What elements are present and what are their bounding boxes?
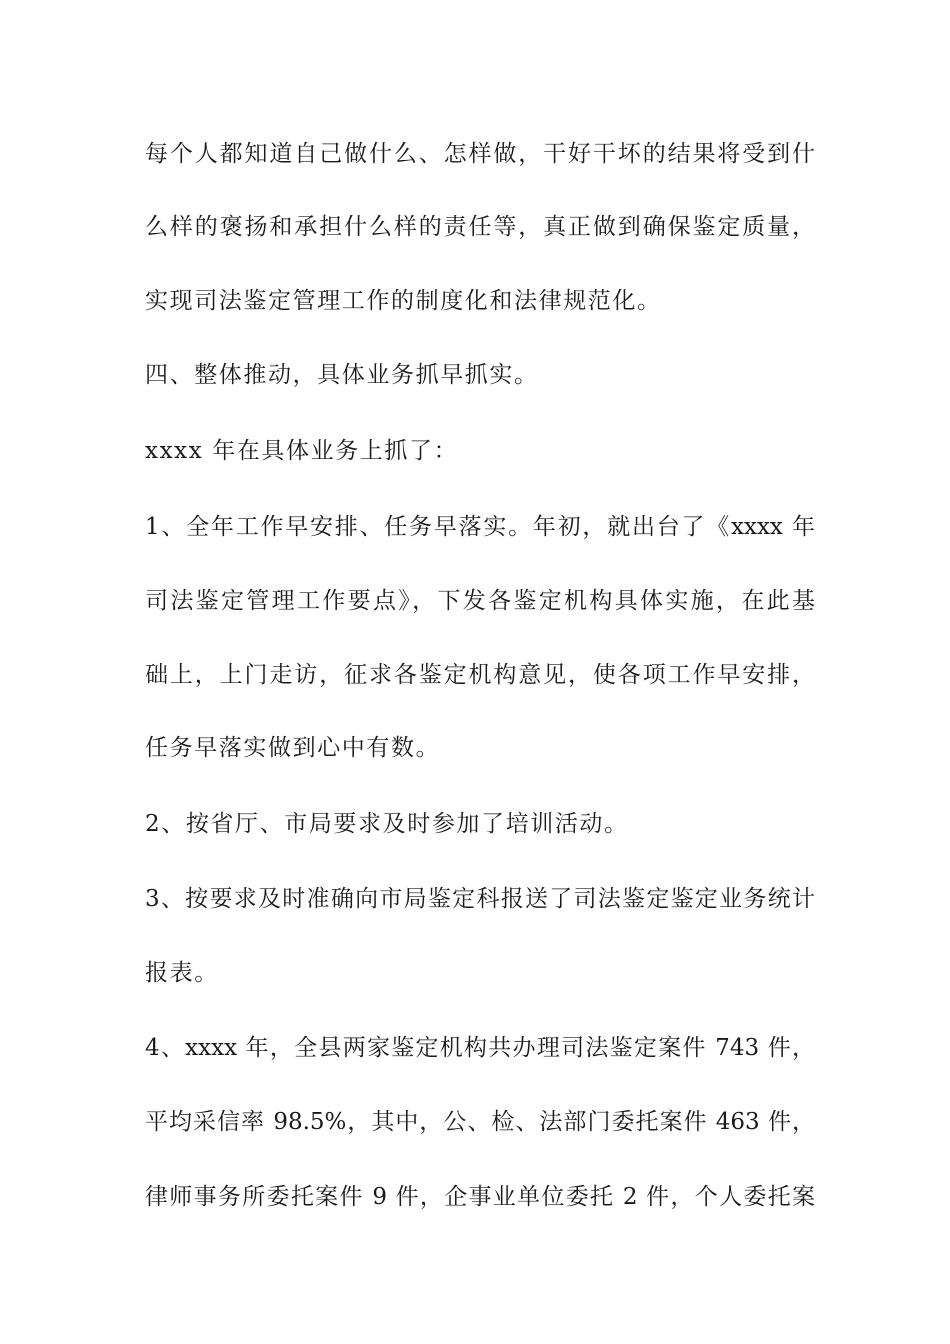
text-line: 每个人都知道自己做什么、怎样做，干好干坏的结果将受到什 bbox=[145, 141, 815, 167]
text-line: 司法鉴定管理工作要点》，下发各鉴定机构具体实施，在此基 bbox=[145, 588, 815, 614]
section-heading: 四、整体推动，具体业务抓早抓实。 bbox=[145, 362, 539, 388]
text-line: 实现司法鉴定管理工作的制度化和法律规范化。 bbox=[145, 288, 662, 314]
list-item-4: 4、xxxx 年，全县两家鉴定机构共办理司法鉴定案件 743 件， bbox=[145, 1035, 815, 1061]
text-line: 律师事务所委托案件 9 件，企事业单位委托 2 件，个人委托案 bbox=[145, 1184, 815, 1210]
list-item-2: 2、按省厅、市局要求及时参加了培训活动。 bbox=[145, 811, 629, 837]
text-line: xxxx 年在具体业务上抓了： bbox=[145, 438, 459, 464]
text-line: 报表。 bbox=[145, 960, 219, 986]
list-item-3: 3、按要求及时准确向市局鉴定科报送了司法鉴定鉴定业务统计 bbox=[145, 886, 815, 912]
list-item-1: 1、全年工作早安排、任务早落实。年初，就出台了《xxxx 年 bbox=[145, 514, 815, 540]
text-line: 任务早落实做到心中有数。 bbox=[145, 735, 441, 761]
text-line: 础上，上门走访，征求各鉴定机构意见，使各项工作早安排， bbox=[145, 662, 815, 688]
text-line: 平均采信率 98.5%，其中，公、检、法部门委托案件 463 件， bbox=[145, 1109, 815, 1135]
text-line: 么样的褒扬和承担什么样的责任等，真正做到确保鉴定质量， bbox=[145, 214, 815, 240]
